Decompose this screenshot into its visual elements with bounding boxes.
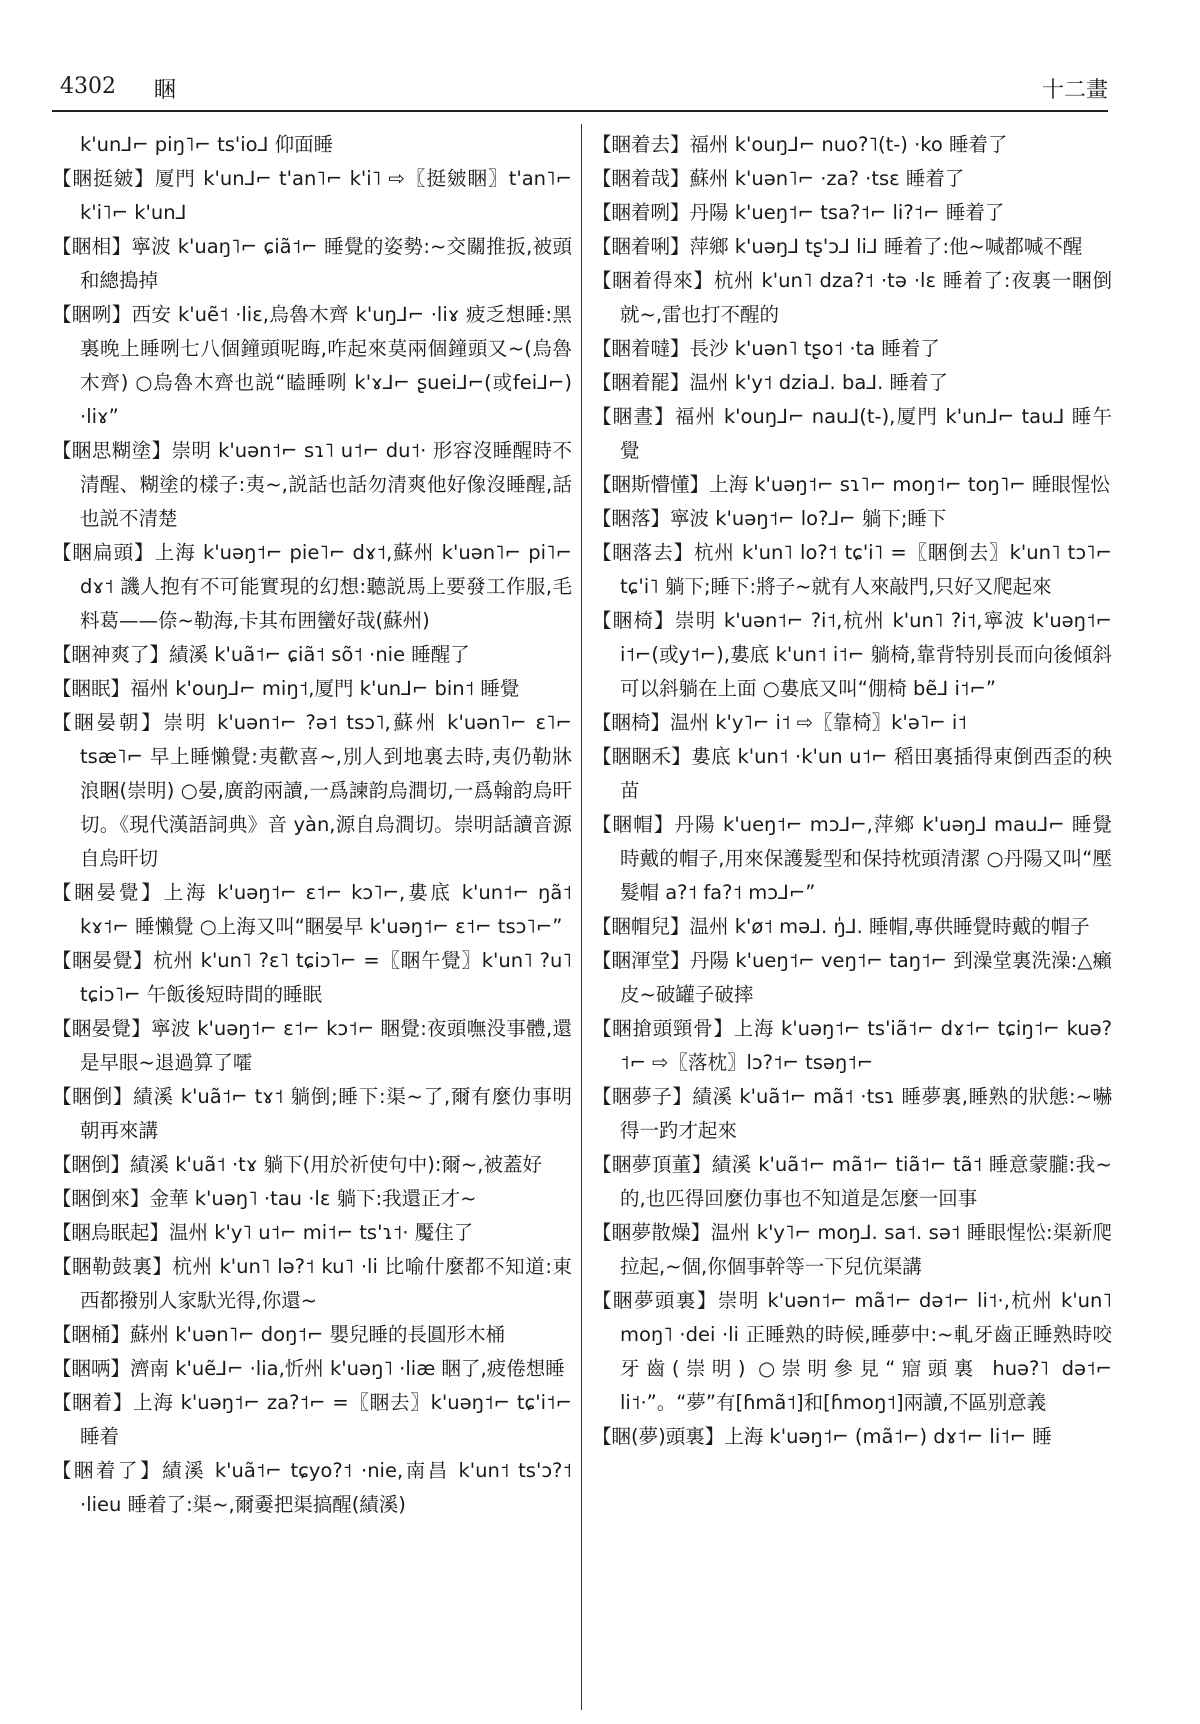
dictionary-entry: 【睏眠】福州 k'ouŋ⅃⌐ miŋ˦,厦門 k'un⅃⌐ bin˦ 睡覺 xyxy=(52,677,520,700)
dictionary-entry: 【睏着噠】長沙 k'uən˥ tʂo˦ ·ta 睡着了 xyxy=(592,337,940,360)
dictionary-entry: 【睏倒來】金華 k'uəŋ˥ ·tau ·lɛ 躺下:我還正才~ xyxy=(52,1187,477,1210)
dictionary-entry: 【睏(夢)頭裏】上海 k'uəŋ˦⌐ (mã˦⌐) dɤ˦⌐ li˦⌐ 睡 xyxy=(592,1425,1052,1448)
dictionary-entry: 【睏着了】績溪 k'uã˦⌐ tɕyo?˦ ·nie,南昌 k'un˦ ts'ɔ?˦ ·lieu 睡着了:渠~,爾嫑把渠搞醒(績溪) xyxy=(52,1459,572,1516)
dictionary-entry: 【睏着】上海 k'uəŋ˦⌐ za?˦⌐ =〖睏去〗k'uəŋ˦⌐ tɕ'i˦⌐ 睡着 xyxy=(52,1391,572,1448)
dictionary-entry: 【睏椅】崇明 k'uən˦⌐ ?i˦,杭州 k'un˥ ?i˦,寧波 k'uəŋ˦⌐ i˦⌐(或y˦⌐),婁底 k'un˦ i˦⌐ 躺椅,靠背特别長而向後傾斜可以斜躺在上面 ○婁底又叫“倗椅 bẽ⅃ i˦⌐” xyxy=(592,609,1112,700)
running-head-character: 睏 xyxy=(154,78,177,103)
page-number: 4302 xyxy=(60,74,116,99)
dictionary-entry: 【睏夢頭裏】崇明 k'uən˦⌐ mã˦⌐ də˦⌐ li˦·,杭州 k'un˥ moŋ˥ ·dei ·li 正睡熟的時候,睡夢中:~軋牙齒正睡熟時咬牙齒(崇明) ○崇明參見“寣頭裏 huə?˥ də˦⌐ li˦·”。“夢”有[ɦmã˦]和[ɦmoŋ˦]兩讀,不區别意義 xyxy=(592,1289,1112,1414)
dictionary-entry: 【睏神爽了】績溪 k'uã˦⌐ ɕiã˦ sõ˦ ·nie 睡醒了 xyxy=(52,643,470,666)
dictionary-entry: 【睏着咧】丹陽 k'ueŋ˦⌐ tsa?˦⌐ li?˦⌐ 睡着了 xyxy=(592,201,1005,224)
dictionary-entry: 【睏倒】績溪 k'uã˦ ·tɤ 躺下(用於祈使句中):爾~,被蓋好 xyxy=(52,1153,542,1176)
dictionary-entry: 【睏睏禾】婁底 k'un˦ ·k'un u˦⌐ 稻田裏插得東倒西歪的秧苗 xyxy=(592,745,1112,802)
dictionary-entry: 【睏勒鼓裏】杭州 k'un˥ lə?˦ ku˥ ·li 比喻什麼都不知道:東西都撥别人家馱光得,你還~ xyxy=(52,1255,572,1312)
dictionary-entry: 【睏烏眠起】温州 k'y˥ u˦⌐ mi˦⌐ ts'ɿ˦· 魘住了 xyxy=(52,1221,474,1244)
dictionary-entry: 【睏咧】西安 k'uẽ˦ ·liɛ,烏魯木齊 k'uŋ⅃⌐ ·liɤ 疲乏想睡:黑裏晚上睡咧七八個鐘頭呢晦,咋起來莫兩個鐘頭又~(烏魯木齊) ○烏魯木齊也説“瞌睡咧 k'ɤ⅃⌐ ʂuei⅃⌐(或fei⅃⌐) ·liɤ” xyxy=(52,303,572,428)
dictionary-entry: 【睏帽】丹陽 k'ueŋ˦⌐ mɔ⅃⌐,萍鄉 k'uəŋ⅃ mau⅃⌐ 睡覺時戴的帽子,用來保護髮型和保持枕頭清潔 ○丹陽又叫“壓髮帽 a?˦ fa?˦ mɔ⅃⌐” xyxy=(592,813,1112,904)
dictionary-entry: 【睏着去】福州 k'ouŋ⅃⌐ nuo?˥(t-) ·ko 睡着了 xyxy=(592,133,1008,156)
dictionary-entry: 【睏相】寧波 k'uaŋ˥⌐ ɕiã˦⌐ 睡覺的姿勢:~交關推扳,被頭和總搗掉 xyxy=(52,235,572,292)
dictionary-entry: 【睏思糊塗】崇明 k'uən˦⌐ sɿ˥ u˦⌐ du˦· 形容沒睡醒時不清醒、糊塗的樣子:夷~,説話也話勿清爽他好像沒睡醒,話也説不清楚 xyxy=(52,439,572,530)
dictionary-entry: 【睏唡】濟南 k'uẽ⅃⌐ ·lia,忻州 k'uəŋ˥ ·liæ 睏了,疲倦想睡 xyxy=(52,1357,565,1380)
dictionary-entry: 【睏椅】温州 k'y˥⌐ i˦ ⇨〖靠椅〗k'ə˥⌐ i˦ xyxy=(592,711,967,734)
dictionary-entry: 【睏晏覺】寧波 k'uəŋ˦⌐ ɛ˦⌐ kɔ˦⌐ 睏覺:夜頭嘸没事體,還是早眼~退過算了嚯 xyxy=(52,1017,572,1074)
right-column xyxy=(592,128,1112,1708)
dictionary-entry: 【睏搶頭頸骨】上海 k'uəŋ˦⌐ ts'iã˦⌐ dɤ˦⌐ tɕiŋ˦⌐ kuə?˦⌐ ⇨〖落枕〗lɔ?˦⌐ tsəŋ˦⌐ xyxy=(592,1017,1112,1074)
section-stroke-count: 十二畫 xyxy=(1041,78,1108,103)
dictionary-entry: 【睏扁頭】上海 k'uəŋ˦⌐ pie˥⌐ dɤ˦,蘇州 k'uən˥⌐ pi˥⌐ dɤ˦ 譏人抱有不可能實現的幻想:聽説馬上要發工作服,毛料葛——倷~勒海,卡其布囲蠻好哉(蘇州) xyxy=(52,541,572,632)
dictionary-entry: 【睏倒】績溪 k'uã˦⌐ tɤ˦ 躺倒;睡下:渠~了,爾有麼仂事明朝再來講 xyxy=(52,1085,572,1142)
left-column xyxy=(52,128,572,1708)
dictionary-entry: 【睏夢子】績溪 k'uã˦⌐ mã˦ ·tsɿ 睡夢裏,睡熟的狀態:~嚇得一趵才起來 xyxy=(592,1085,1112,1142)
dictionary-entry: 【睏着得來】杭州 k'un˥ dza?˦ ·tə ·lɛ 睡着了:夜裏一睏倒就~,雷也打不醒的 xyxy=(592,269,1112,326)
dictionary-entry: 【睏夢散燥】温州 k'y˥⌐ moŋ⅃. sa˦. sə˦ 睡眼惺忪:渠新爬拉起,~個,你個事幹等一下兒伉渠講 xyxy=(592,1221,1112,1278)
dictionary-entry: 【睏夢頂董】績溪 k'uã˦⌐ mã˦⌐ tiã˦⌐ tã˦ 睡意蒙朧:我~的,也匹得回麼仂事也不知道是怎麼一回事 xyxy=(592,1153,1112,1210)
dictionary-entry: 【睏斯懵懂】上海 k'uəŋ˦⌐ sɿ˥⌐ moŋ˦⌐ toŋ˥⌐ 睡眼惺忪 xyxy=(592,473,1110,496)
dictionary-entry: 【睏渾堂】丹陽 k'ueŋ˦⌐ veŋ˦⌐ taŋ˦⌐ 到澡堂裏洗澡:△癩皮~破罐子破摔 xyxy=(592,949,1112,1006)
dictionary-entry: 【睏着罷】温州 k'y˦ dzia⅃. ba⅃. 睡着了 xyxy=(592,371,949,394)
dictionary-entry: 【睏晝】福州 k'ouŋ⅃⌐ nau⅃(t-),厦門 k'un⅃⌐ tau⅃ 睡午覺 xyxy=(592,405,1112,462)
dictionary-entry: 【睏着哉】蘇州 k'uən˥⌐ ·za? ·tsɛ 睡着了 xyxy=(592,167,965,190)
dictionary-entry: 【睏挺皴】厦門 k'un⅃⌐ t'an˥⌐ k'i˥ ⇨〖挺皴睏〗t'an˥⌐ k'i˥⌐ k'un⅃ xyxy=(52,167,572,224)
dictionary-entry: 【睏晏覺】杭州 k'un˥ ?ɛ˥ tɕiɔ˥⌐ =〖睏午覺〗k'un˥ ?u˥ tɕiɔ˥⌐ 午飯後短時間的睡眠 xyxy=(52,949,572,1006)
dictionary-entry: 【睏帽兒】温州 k'ø˦ mə⅃. ŋ̍⅃. 睡帽,專供睡覺時戴的帽子 xyxy=(592,915,1090,938)
dictionary-entry: 【睏落去】杭州 k'un˥ lo?˦ tɕ'i˥ =〖睏倒去〗k'un˥ tɔ˥⌐ tɕ'i˥ 躺下;睡下:將子~就有人來敲門,只好又爬起來 xyxy=(592,541,1112,598)
dictionary-entry: 【睏晏朝】崇明 k'uən˦⌐ ?ə˦ tsɔ˥,蘇州 k'uən˥⌐ ɛ˥⌐ tsæ˥⌐ 早上睡懶覺:夷歡喜~,別人到地裏去時,夷仍勒牀浪睏(崇明) ○晏,廣韵兩讀,一爲諫韵烏澗切,一爲翰韵烏旰切。《現代漢語詞典》音 yàn,源自烏澗切。崇明話讀音源自烏旰切 xyxy=(52,711,572,870)
page-header xyxy=(52,70,1108,112)
column-divider xyxy=(581,124,582,1710)
dictionary-entry: k'un⅃⌐ piŋ˥⌐ ts'io⅃ 仰面睡 xyxy=(80,133,334,156)
dictionary-entry: 【睏桶】蘇州 k'uən˥⌐ doŋ˦⌐ 嬰兒睡的長圓形木桶 xyxy=(52,1323,506,1346)
dictionary-entry: 【睏落】寧波 k'uəŋ˦⌐ lo?⅃⌐ 躺下;睡下 xyxy=(592,507,947,530)
dictionary-entry: 【睏着唎】萍鄉 k'uəŋ⅃ tʂ'ɔ⅃ li⅃ 睡着了:他~喊都喊不醒 xyxy=(592,235,1083,258)
dictionary-entry: 【睏晏覺】上海 k'uəŋ˦⌐ ɛ˦⌐ kɔ˥⌐,婁底 k'un˦⌐ ŋã˦ kɤ˦⌐ 睡懶覺 ○上海又叫“睏晏早 k'uəŋ˦⌐ ɛ˦⌐ tsɔ˥⌐” xyxy=(52,881,572,938)
